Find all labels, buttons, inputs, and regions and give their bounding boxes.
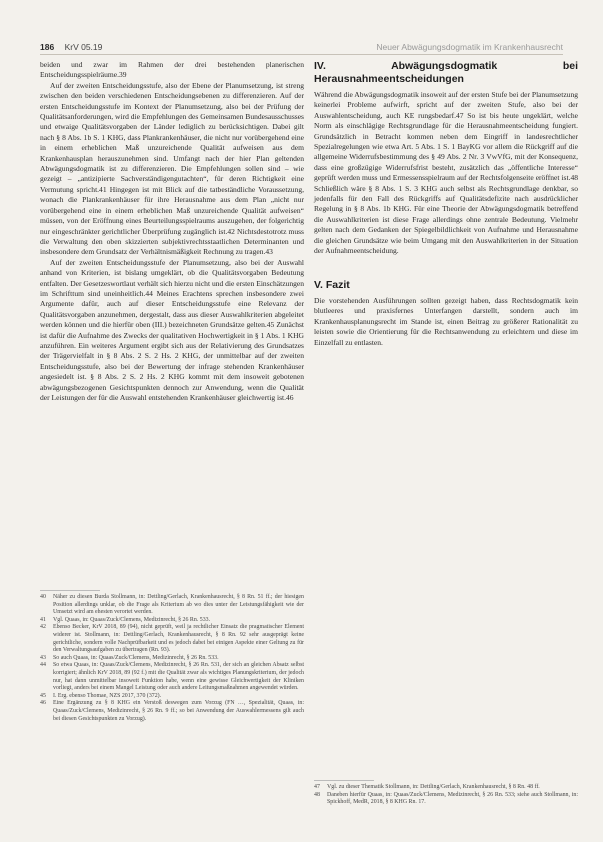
footnote-number: 48 — [314, 791, 320, 798]
footnote-text: I. Erg. ebenso Thomae, NZS 2017, 370 (372). — [53, 692, 162, 699]
left-paragraph-3: Auf der zweiten Entscheidungsstufe der Planumsetzung, also bei der Auswahl anhand von Kriterien, ist bislang umgeklärt, ob die Qualitätsvorgaben Bedeutung entfalten. Der Gesetzeswortlaut verhält sich hierzu nicht und die ersten Einschätzungen im Schrifttum sind uneinheitlich.44 Meines Erachtens sprechen insbesondere zwei Argumente dafür, auch auf dieser Entscheidungsstufe eine Relevanz der Qualitätsvorgaben anzunehmen, dergestalt, dass aus dieser Auswahlkriterien abgeleitet werden können und die hierfür oben (III.) bezeichneten Grundsätze gelten.45 Zunächst ist dafür die Aufnahme des Zwecks der qualitativen Hochwertigkeit in § 1 Abs. 1 KHG anzuführen. Ein weiteres Argument ergibt sich aus der Relativierung des Grundsatzes der Trägervielfalt in § 8 Abs. 2 S. 2 Hs. 2 KHG, der unmittelbar auf der zweiten Entscheidungsstufe, also bei der Bewertung der infrage stehenden Krankenhäuser angesiedelt ist. § 8 Abs. 2 S. 2 Hs. 2 KHG kommt mit dem insoweit gebotenen abwägungsbezogenen Gesichtspunkten dennoch zur Anwendung, wenn die Qualität der Leistungen der für die Auswahl entstehenden Krankenhäuser gleichwertig ist.46 — [40, 257, 304, 402]
footnote-text: Ebenso Becker, KrV 2018, 89 (94), nicht geprüft, weil ja rechtlicher Einsatz die pragmatischer Element widerer ist. Stollmann, in: Dettling/Gerlach, Krankenhausrecht, § 8 Rn. 92 sehr ausgeprägt keine gerichtliche, sondern volle Nachprüfbarkeit und es jedoch dabei bei einigen Aspekte einer Geltung zu für den Verwaltungsaufgaben zu übertragen (Rn. 93). — [53, 624, 304, 654]
journal-issue: KrV 05.19 — [64, 42, 103, 52]
footnote-number: 41 — [40, 616, 46, 623]
footnote-text: Vgl. zu dieser Thematik Stollmann, in: Dettling/Gerlach, Krankenhausrecht, § 8 Rn. 48 ff. — [327, 784, 540, 790]
left-paragraph-1: beiden und zwar im Rahmen der drei bestehenden planerischen Entscheidungsspielräume.39 — [40, 60, 304, 80]
footnote-text: Vgl. Quaas, in: Quaas/Zuck/Clemens, Medizinrecht, § 26 Rn. 533. — [53, 616, 211, 623]
left-column — [40, 60, 304, 403]
footnote-number: 46 — [40, 700, 46, 707]
footnote-text: So etwa Quaas, in: Quaas/Zuck/Clemens, Medizinrecht, § 26 Rn. 531, der sich an gleichen Absatz selbst korrigiert; ähnlich KrV 2018, 89 (92 f.) mit die Qualität zwar als wichtiges Planungskriterium, der jedoch nur, hat dann unmittelbar insoweit Funktion habe, wenn eine gewisse Gleichwertigkeit der Kliniken vorliegt, anders bei einem Mangel Leistung oder auch andere Leitungsmaßnahmen angewendet würden. — [53, 662, 304, 692]
footnote-number: 45 — [40, 692, 46, 699]
section-heading-v: V. Fazit — [314, 278, 350, 291]
page-header — [40, 42, 563, 54]
footnote-number: 47 — [314, 784, 320, 790]
footnote-text: Näher zu diesen Burda Stollmann, in: Dettling/Gerlach, Krankenhausrecht, § 8 Rn. 51 ff.; der hiesigen Position allerdings unklar, ob die Frage als Kriterium ab wo dies unter der Leistungsfähigkeit wie der Umsetzt wird am ehesten verortet werden. — [53, 594, 304, 616]
footnote-rule-left — [40, 590, 100, 591]
footnote-number: 42 — [40, 624, 46, 631]
footnote-number: 43 — [40, 654, 46, 661]
right-column — [314, 60, 578, 348]
section-heading-iv: IV. Abwägungsdogmatik bei Herausnahmeentscheidungen — [314, 60, 578, 85]
footnote — [40, 655, 304, 663]
footnotes-left — [40, 594, 304, 723]
running-title: Neuer Abwägungsdogmatik im Krankenhausrecht — [376, 42, 563, 52]
footnote — [40, 700, 304, 723]
footnote-number: 40 — [40, 594, 46, 600]
footnote-text: Daneben hierfür Quaas, in: Quaas/Zuck/Clemens, Medizinrecht, § 26 Rn. 533; siehe auch Stollmann, in: Spickhoff, MedR, 2018, § 8 KHG Rn. 17. — [327, 791, 578, 806]
left-paragraph-2: Auf der zweiten Entscheidungsstufe, also der Ebene der Planumsetzung, ist streng zwischen den beiden verschiedenen Entscheidungsebenen zu differenzieren. Auf der ersten Entscheidungsstufe im Kontext der Planumsetzung, also bei der Prüfung der Qualitätsanforderungen, wird die Empfehlungen des Gemeinsamen Bundesausschusses und etwaige Qualitätsvorgaben der Länder lediglich zu berücksichtigen. Dabei gilt nach § 8 Abs. 1b S. 1 KHG, dass Plankrankenhäuser, die nicht nur vorübergehend eine in einem erheblichen Maß unzureichende Qualität aufweisen aus dem Krankenhausplan herauszunehmen sind. Umfangt nach der hier Plan geltenden Abwägungsdogmatik ist zu differenzieren. Die Empfehlungen sollen sind – wie gezeigt – „antizipierte Sachverständigengutachten“, für deren Richtigkeit eine Vermutung spricht.41 Hingegen ist mit Blick auf die tatbeständliche Voraussetzung, wonach die Plankrankenhäuser für ihre Herausnahme aus dem Plan „nicht nur vorübergehend eine in einem erheblichen Maß unzureichende Qualität aufweisen“ müssen, von der Eröffnung eines Beurteilungsspielraums auszugehen, der folgerichtig nur eingeschränkter gerichtlicher Überprüfung zugänglich ist.42 Nichtsdestotrotz muss die Verwaltung den oben skizzierten subjektivrechtsstaatlichen Determinanten und insbesondere dem Grundsatz der Verhältnismäßigkeit Rechnung zu tragen.43 — [40, 80, 304, 257]
footnote — [40, 594, 304, 617]
footnotes-right — [314, 784, 578, 807]
footnote — [314, 792, 578, 807]
footnote — [40, 624, 304, 654]
footnote-text: So auch Quaas, in: Quaas/Zuck/Clemens, Medizinrecht, § 26 Rn. 533. — [53, 654, 219, 661]
header-rule — [40, 54, 563, 55]
footnote-text: Eine Ergänzung zu § 8 KHG ein Verstoß deswegen zum Vorzug (FN …, Spezialität, Quaas, in: Quaas/Zuck/Clemens, Medizinrecht, § 26 Rn. 9 ff.; so bei Anwendung der Auswahlermessens gilt auch bei diesen Gesichtspunkten zu Vorzug). — [53, 700, 304, 722]
footnote-number: 44 — [40, 662, 46, 669]
footnote — [40, 662, 304, 692]
section-v-paragraph: Die vorstehenden Ausführungen sollten gezeigt haben, dass Rechtsdogmatik kein blutleeres und praxisfernes Unterfangen darstellt, sondern auch im Krankenhausplanungsrecht im Stande ist, einen Beitrag zu größerer Rationalität zu leisten sowie die Orientierung für die Rechtsanwendung zu erleichtern und diese im Einzelfall zu entlasten. — [314, 296, 578, 347]
page-number: 186 — [40, 42, 55, 52]
section-iv-paragraph: Während die Abwägungsdogmatik insoweit auf der ersten Stufe bei der Planumsetzung keinerlei Probleme aufwirft, spricht auf der zweiten Stufe, also bei der Auswahlentscheidung, auch KE rungsbedarf.47 So ist bis heute ungeklärt, welche Norm als einschlägige Rechtsgrundlage für die Herausnahmeentscheidung fungiert. Grundsätzlich in Betracht kommen neben dem Eingriff in landesrechtlicher Spezialregelungen wie etwa Art. 5 Abs. 1 S. 1 BayKG vor allem die Rückgriff auf die allgemeine Widerrufsbestimmung des § 49 Abs. 2 Nr. 3 VwVfG, mit der Konsequenz, dass eine großzügige Widerrufsfrist besteht, zusätzlich das „öffentliche Interesse“ geprüft werden muss und Ermessensspielraum auf der Rechtsfolgenseite eröffnet ist.48 Schließlich wäre § 8 Abs. 1 S. 3 KHG auch selbst als Rechtsgrundlage denkbar, so jedenfalls für den Fall des Rückgriffs auf Qualitätsdefizite nach ausdrücklicher Regelung in § 8 Abs. 1b KHG. Für eine Theorie der Abwägungsdogmatik betreffend die Auswahlkriterien ist diese Frage allerdings ohne zentrale Bedeutung. Vielmehr gelten nach dem Gedanken der Spiegelbildlichkeit von Aufnahme und Herausnahme die gleichen Grundsätze wie beim Umgang mit den Auswahlkriterien in der Situation der Aufnahmeentscheidung. — [314, 90, 578, 256]
footnote — [314, 784, 578, 792]
footnote-rule-right — [314, 780, 374, 781]
